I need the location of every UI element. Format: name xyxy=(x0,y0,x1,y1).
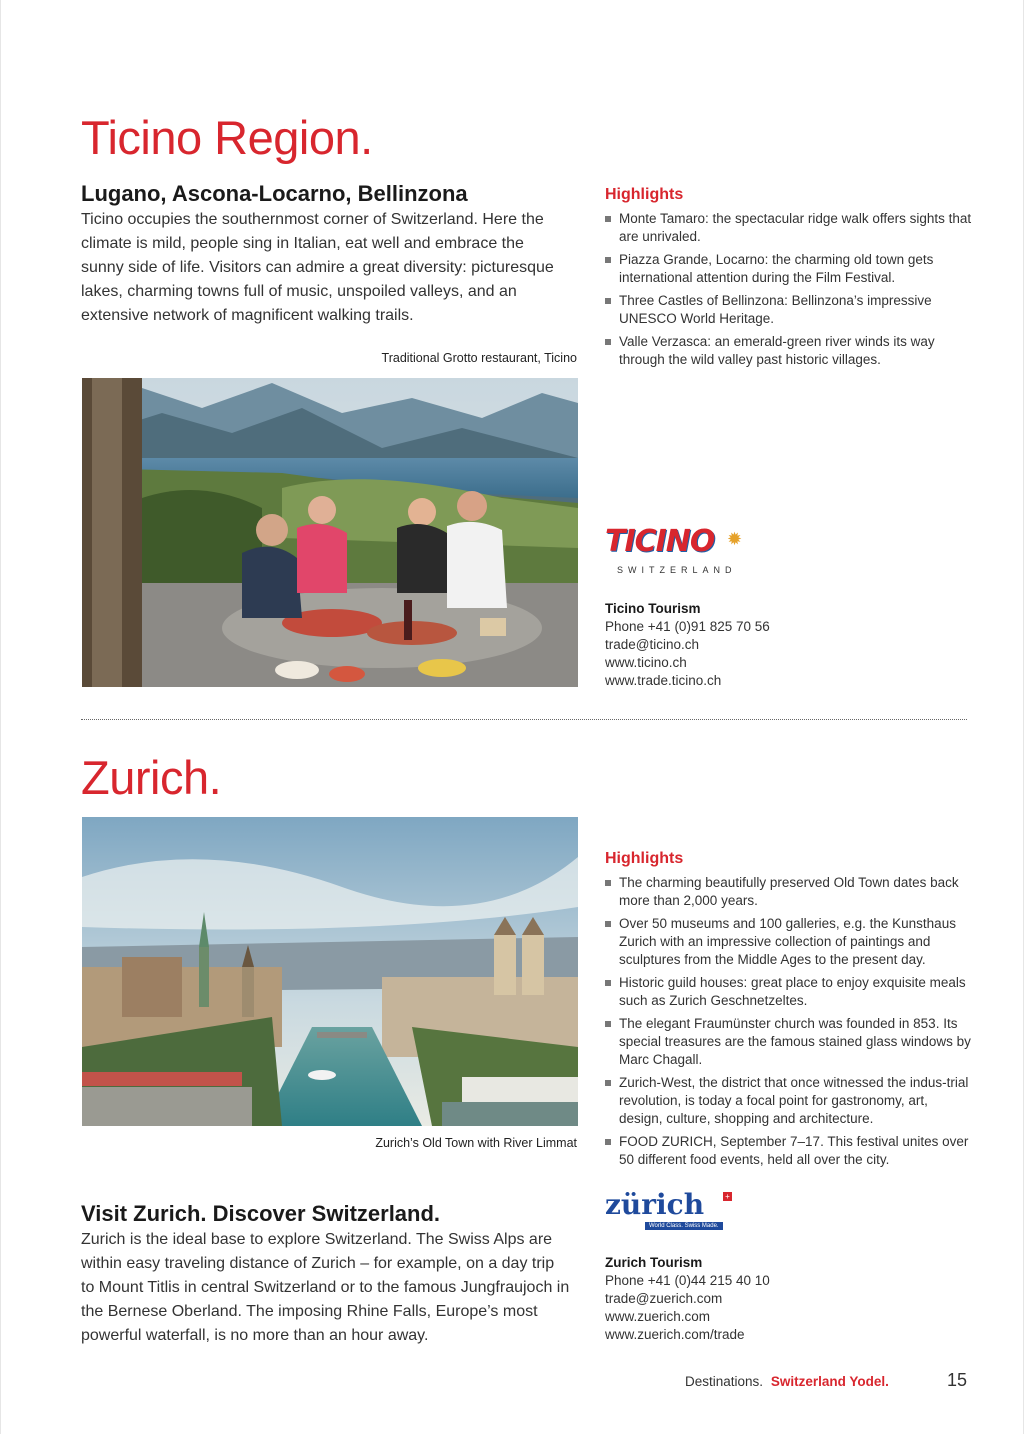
zurich-highlights xyxy=(605,850,975,1174)
ticino-highlights xyxy=(605,186,975,374)
bullet-icon xyxy=(605,257,611,263)
zurich-contact-email[interactable]: trade@zuerich.com xyxy=(605,1291,723,1306)
ticino-contact xyxy=(605,600,770,690)
zurich-contact-org: Zurich Tourism xyxy=(605,1255,703,1270)
bullet-icon xyxy=(605,980,611,986)
bullet-icon xyxy=(605,216,611,222)
bullet-icon xyxy=(605,1080,611,1086)
ticino-contact-email[interactable]: trade@ticino.ch xyxy=(605,637,699,652)
swiss-cross-icon: + xyxy=(723,1192,732,1201)
zurich-logo xyxy=(605,1190,745,1238)
list-item: Three Castles of Bellinzona: Bellinzona’s impressive UNESCO World Heritage. xyxy=(605,292,975,328)
bullet-icon xyxy=(605,1021,611,1027)
zurich-title: Zurich. xyxy=(81,751,222,804)
list-item: The charming beautifully preserved Old Town dates back more than 2,000 years. xyxy=(605,874,975,910)
ticino-body: Ticino occupies the southernmost corner of Switzerland. Here the climate is mild, people sing in Italian, eat well and embrace the sunny side of life. Visitors can admire a great diversity: picturesque lakes, charming towns full of music, unspoiled valleys, and an extensive network of magnificent walking trails. xyxy=(81,211,554,324)
list-item: Historic guild houses: great place to enjoy exquisite meals such as Zurich Geschnetzeltes. xyxy=(605,974,975,1010)
bullet-icon xyxy=(605,880,611,886)
bullet-icon xyxy=(605,298,611,304)
zurich-subtitle: Visit Zurich. Discover Switzerland. xyxy=(81,1201,441,1226)
list-item: Zurich-West, the district that once witnessed the indus-trial revolution, is today a focal point for gastronomy, art, design, culture, shopping and architecture. xyxy=(605,1074,975,1128)
zurich-logo-wordmark: zürich xyxy=(605,1188,705,1221)
footer-brand: Switzerland Yodel. xyxy=(770,1374,889,1389)
footer-section: Destinations. xyxy=(685,1374,764,1389)
list-item: The elegant Fraumünster church was founded in 853. Its special treasures are the famous stained glass windows by Marc Chagall. xyxy=(605,1015,975,1069)
ticino-logo xyxy=(605,524,755,582)
bullet-icon xyxy=(605,1139,611,1145)
sun-icon: ✹ xyxy=(727,529,743,549)
ticino-logo-sub: SWITZERLAND xyxy=(617,565,737,575)
ticino-grotto-photo xyxy=(82,378,578,687)
ticino-highlights-title: Highlights xyxy=(605,186,684,203)
ticino-highlights-list xyxy=(605,210,975,369)
zurich-contact xyxy=(605,1254,770,1344)
ticino-contact-web[interactable]: www.ticino.ch xyxy=(605,655,687,670)
list-item: Valle Verzasca: an emerald-green river winds its way through the wild valley past historic villages. xyxy=(605,333,975,369)
zurich-body: Zurich is the ideal base to explore Switzerland. The Swiss Alps are within easy traveling distance of Zurich – for example, on a day trip to Mount Titlis in central Switzerland or to the famous Jungfraujoch in the Bernese Oberland. The imposing Rhine Falls, Europe’s most powerful waterfall, is no more than an hour away. xyxy=(81,1231,570,1344)
list-item: Piazza Grande, Locarno: the charming old town gets international attention during the Film Festival. xyxy=(605,251,975,287)
list-item: FOOD ZURICH, September 7–17. This festival unites over 50 different food events, held all over the city. xyxy=(605,1133,975,1169)
zurich-contact-web[interactable]: www.zuerich.com xyxy=(605,1309,711,1324)
list-item: Monte Tamaro: the spectacular ridge walk offers sights that are unrivaled. xyxy=(605,210,975,246)
ticino-contact-phone: Phone +41 (0)91 825 70 56 xyxy=(605,619,770,634)
bullet-icon xyxy=(605,921,611,927)
ticino-title: Ticino Region. xyxy=(81,111,373,164)
ticino-logo-wordmark: TICINO xyxy=(605,524,715,559)
zurich-contact-web-trade[interactable]: www.zuerich.com/trade xyxy=(605,1327,745,1342)
ticino-contact-web-trade[interactable]: www.trade.ticino.ch xyxy=(605,673,722,688)
bullet-icon xyxy=(605,339,611,345)
page-footer xyxy=(685,1374,889,1389)
zurich-old-town-photo xyxy=(82,817,578,1126)
section-divider xyxy=(81,719,967,720)
page-number: 15 xyxy=(947,1370,968,1390)
zurich-highlights-title: Highlights xyxy=(605,850,684,867)
list-item: Over 50 museums and 100 galleries, e.g. the Kunsthaus Zurich with an impressive collection of paintings and sculptures from the Middle Ages to the present day. xyxy=(605,915,975,969)
zurich-photo-caption: Zurich’s Old Town with River Limmat xyxy=(375,1136,577,1150)
ticino-photo-caption: Traditional Grotto restaurant, Ticino xyxy=(381,351,577,365)
zurich-highlights-list xyxy=(605,874,975,1169)
ticino-subtitle: Lugano, Ascona-Locarno, Bellinzona xyxy=(81,181,468,206)
ticino-contact-org: Ticino Tourism xyxy=(605,601,701,616)
zurich-contact-phone: Phone +41 (0)44 215 40 10 xyxy=(605,1273,770,1288)
zurich-logo-tagline: World Class. Swiss Made. xyxy=(645,1222,723,1230)
